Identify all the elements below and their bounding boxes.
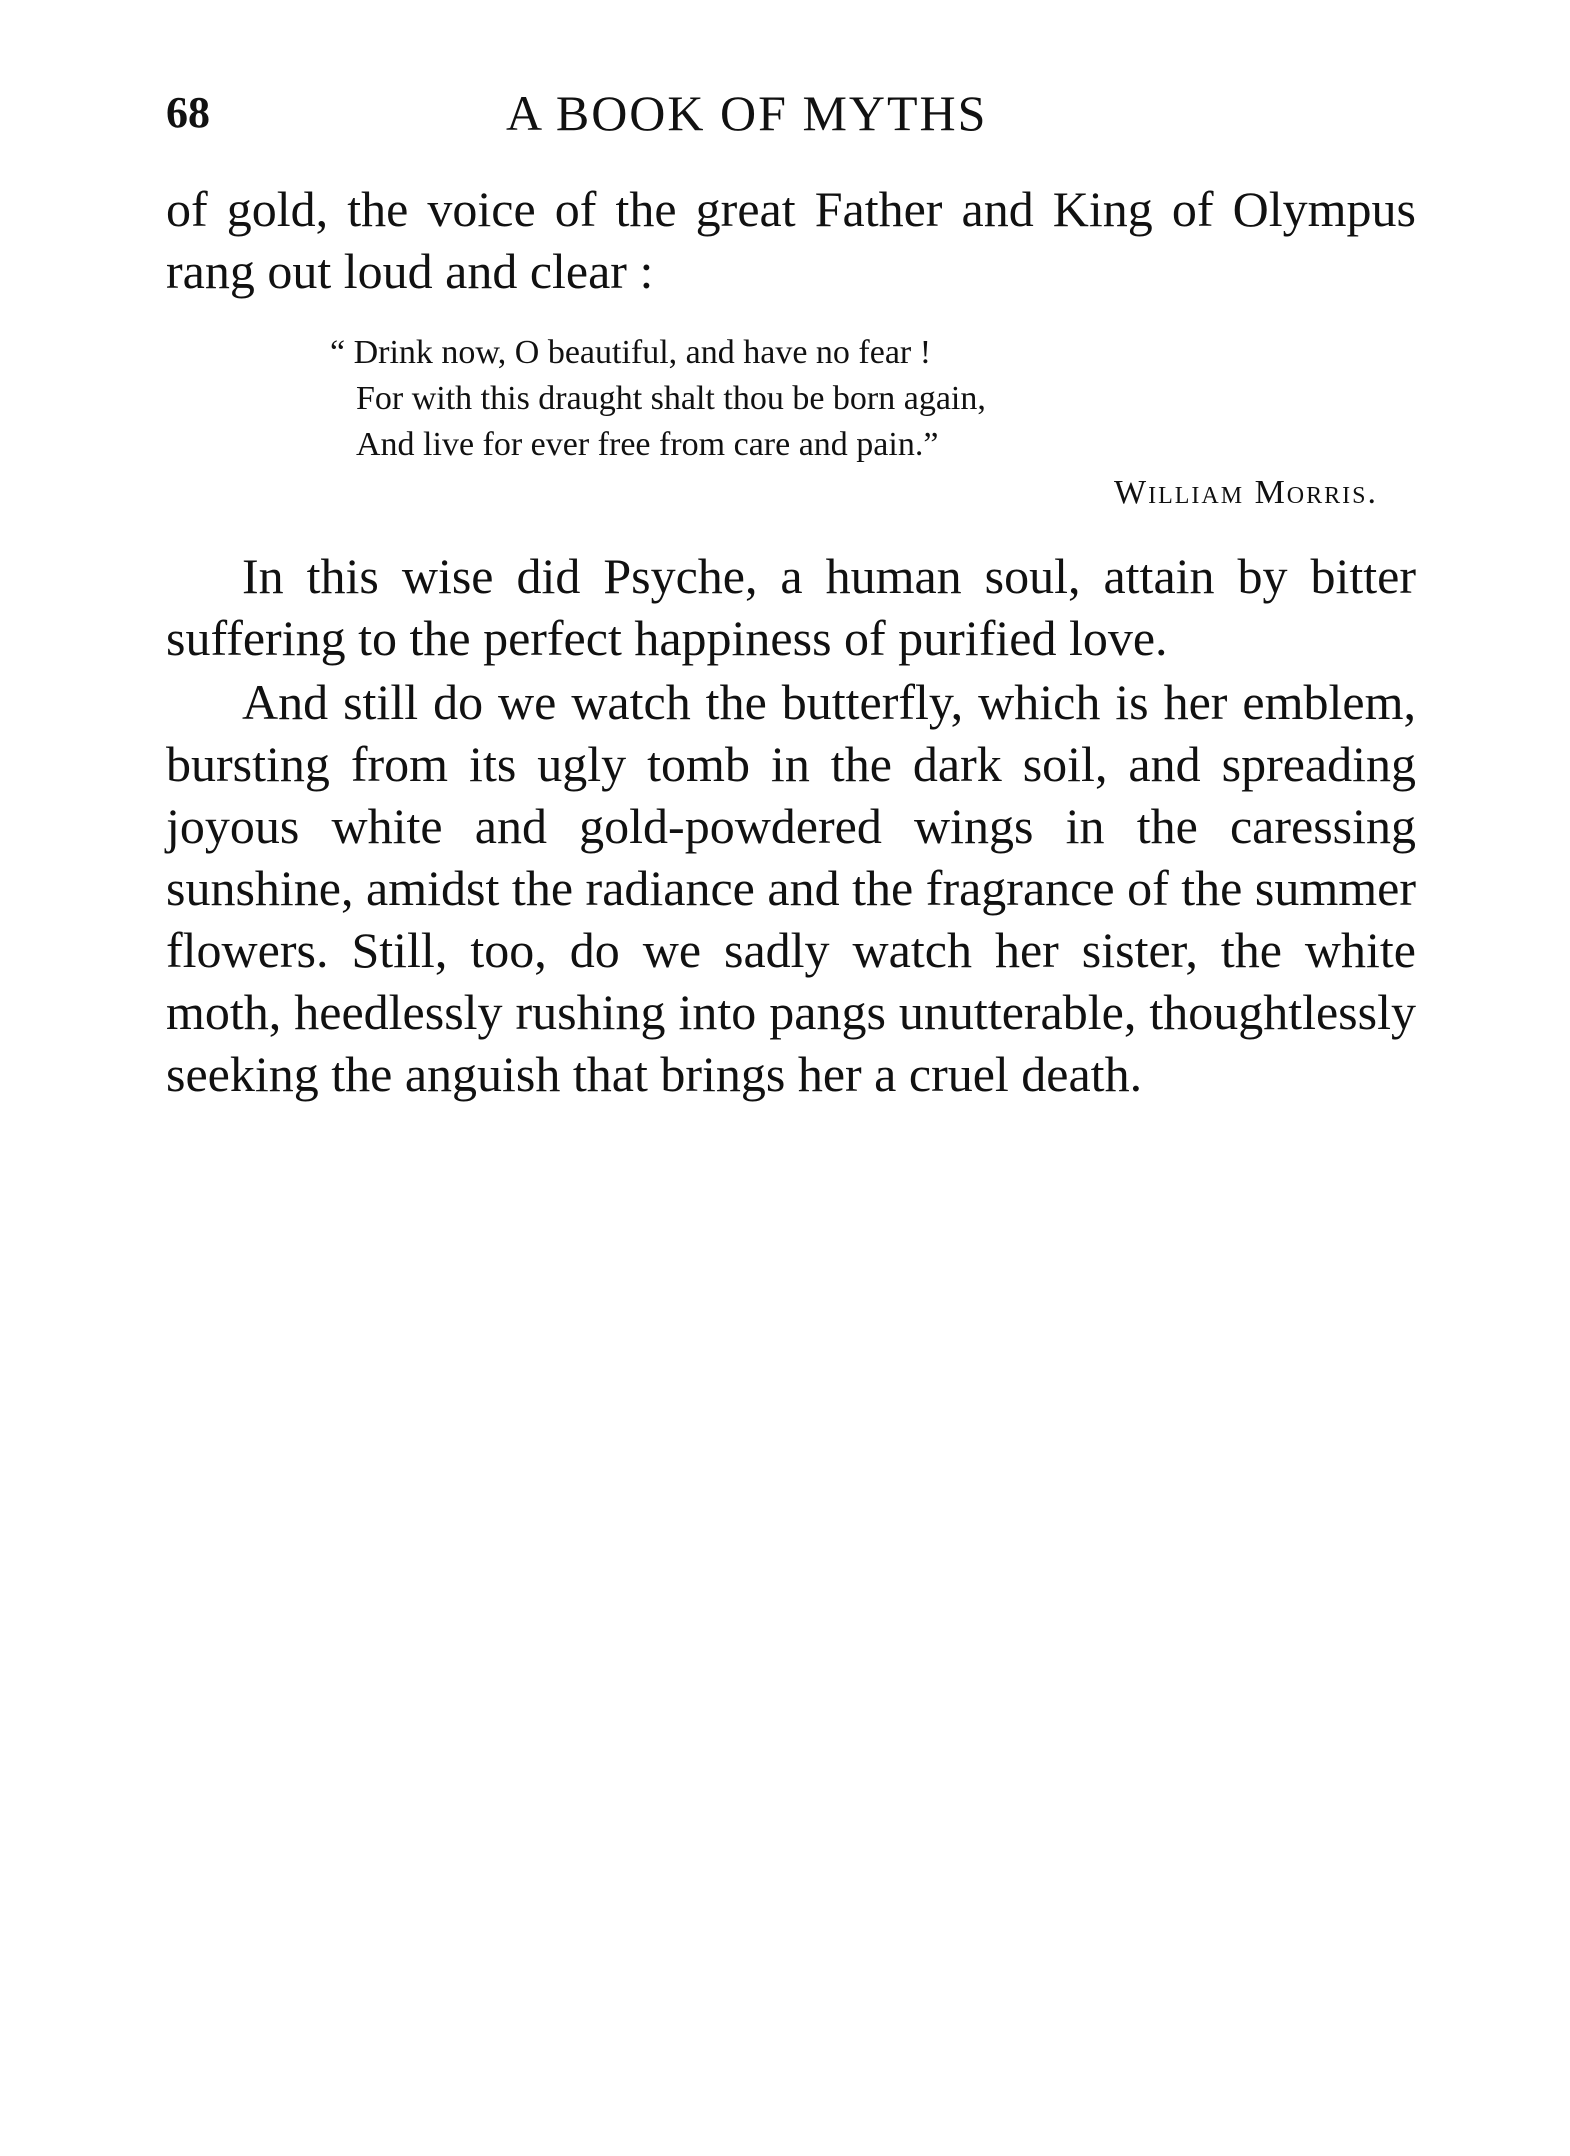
book-title: A BOOK OF MYTHS bbox=[506, 85, 988, 141]
paragraph-olympus: of gold, the voice of the great Father and King of Olympus rang out loud and clear : bbox=[166, 181, 1416, 299]
poem-quote bbox=[330, 330, 1390, 468]
poem-line-1: “ Drink now, O beautiful, and have no fear ! bbox=[330, 334, 932, 371]
poem-attribution: William Morris. bbox=[1114, 474, 1378, 511]
poem-line-2: For with this draught shalt thou be born again, bbox=[356, 380, 986, 417]
page-number: 68 bbox=[166, 88, 210, 137]
running-head bbox=[166, 78, 1406, 148]
poem-line-3: And live for ever free from care and pain.” bbox=[356, 426, 939, 463]
paragraph-psyche: In this wise did Psyche, a human soul, attain by bitter suffering to the perfect happiness of purified love. bbox=[166, 548, 1416, 666]
paragraph-butterfly: And still do we watch the butterfly, which is her emblem, bursting from its ugly tomb in the dark soil, and spreading joyous white and gold-powdered wings in the caressing sunshine, amidst the radiance and the fragrance of the summer flowers. Still, too, do we sadly watch her sister, the white moth, heedlessly rushing into pangs unutterable, thoughtlessly seeking the anguish that brings her a cruel death. bbox=[166, 674, 1416, 1102]
